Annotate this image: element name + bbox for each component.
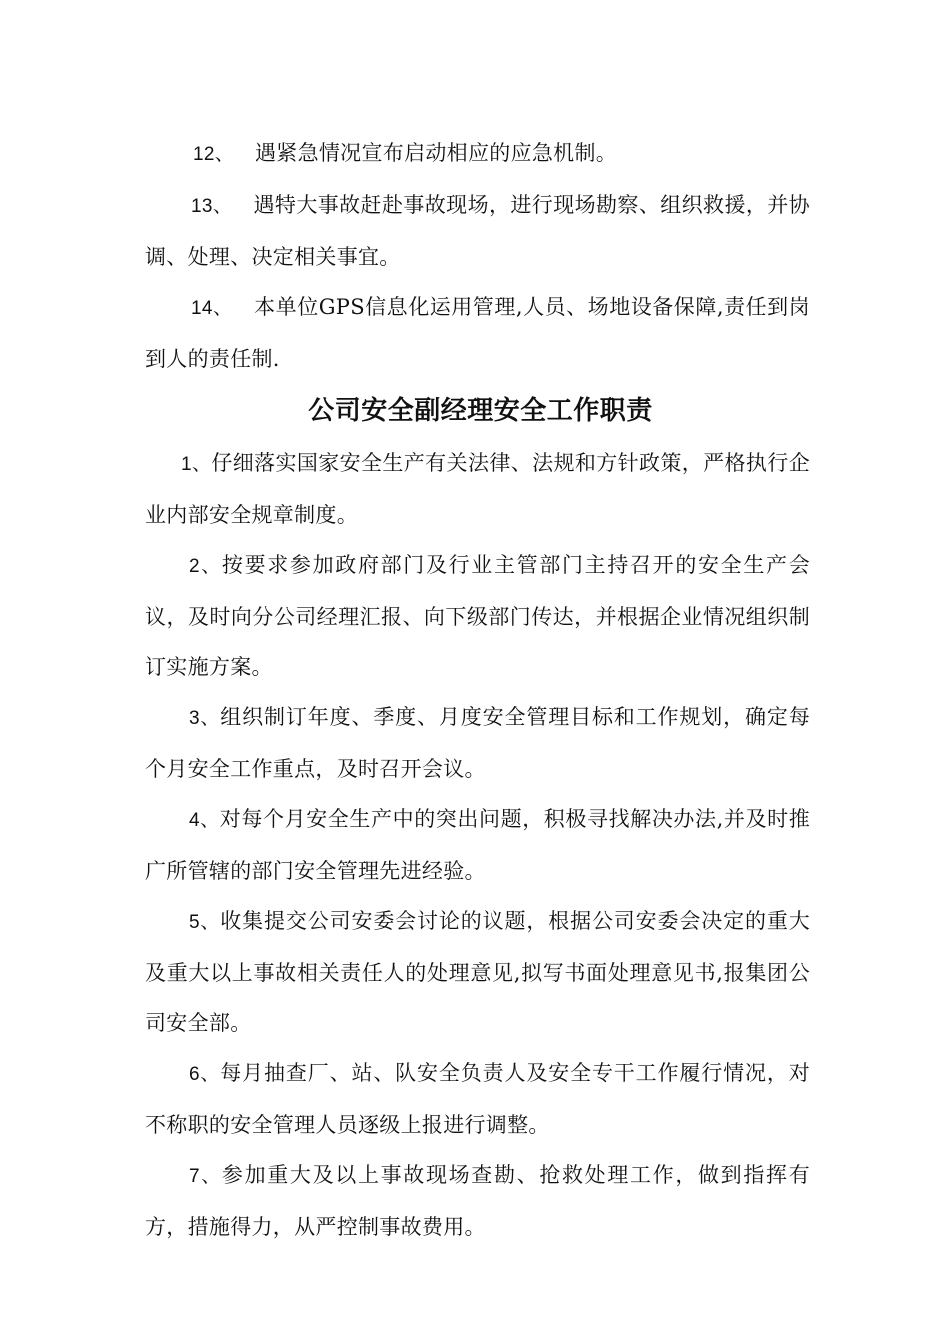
item-number: 5、: [189, 912, 221, 933]
item-2: [145, 540, 810, 692]
item-text: 按要求参加政府部门及行业主管部门主持召开的安全生产会议，及时向分公司经理汇报、向下级部门传达，并根据企业情况组织制订实施方案。: [145, 553, 810, 679]
item-number: 1、: [181, 454, 212, 475]
item-text: 参加重大及以上事故现场查勘、抢救处理工作，做到指挥有方，措施得力，从严控制事故费用。: [145, 1163, 810, 1239]
item-1: [145, 438, 810, 540]
section-title: 公司安全副经理安全工作职责: [308, 396, 653, 426]
item-5: [145, 896, 810, 1048]
item-text: 本单位GPS信息化运用管理,人员、场地设备保障,责任到岗到人的责任制.: [145, 295, 810, 371]
top-item-13: [145, 180, 810, 282]
item-text: 遇特大事故赶赴事故现场，进行现场勘察、组织救援，并协调、处理、决定相关事宜。: [145, 193, 810, 269]
item-number: 13、: [191, 196, 233, 217]
item-text: 收集提交公司安委会讨论的议题，根据公司安委会决定的重大及重大以上事故相关责任人的处理意见,拟写书面处理意见书,报集团公司安全部。: [145, 909, 810, 1035]
item-number: 7、: [189, 1166, 222, 1187]
item-text: 遇紧急情况宣布启动相应的应急机制。: [254, 141, 618, 165]
item-number: 2、: [189, 556, 222, 577]
item-text: 对每个月安全生产中的突出问题，积极寻找解决办法,并及时推广所管辖的部门安全管理先进经验。: [145, 807, 811, 883]
item-text: 每月抽查厂、站、队安全负责人及安全专干工作履行情况，对不称职的安全管理人员逐级上报进行调整。: [145, 1061, 810, 1137]
item-number: 14、: [191, 298, 233, 319]
item-4: [145, 794, 810, 896]
item-text: 组织制订年度、季度、月度安全管理目标和工作规划，确定每个月安全工作重点，及时召开会议。: [145, 705, 810, 781]
item-3: [145, 692, 810, 794]
item-number: 3、: [189, 708, 221, 729]
item-number: 12、: [193, 144, 235, 165]
top-item-14: [145, 282, 810, 384]
item-text: 仔细落实国家安全生产有关法律、法规和方针政策，严格执行企业内部安全规章制度。: [145, 451, 810, 527]
top-item-12: [145, 128, 810, 180]
item-7: [145, 1150, 810, 1252]
item-number: 4、: [189, 810, 220, 831]
item-number: 6、: [189, 1064, 221, 1085]
document-page: [145, 128, 810, 1252]
item-6: [145, 1048, 810, 1150]
